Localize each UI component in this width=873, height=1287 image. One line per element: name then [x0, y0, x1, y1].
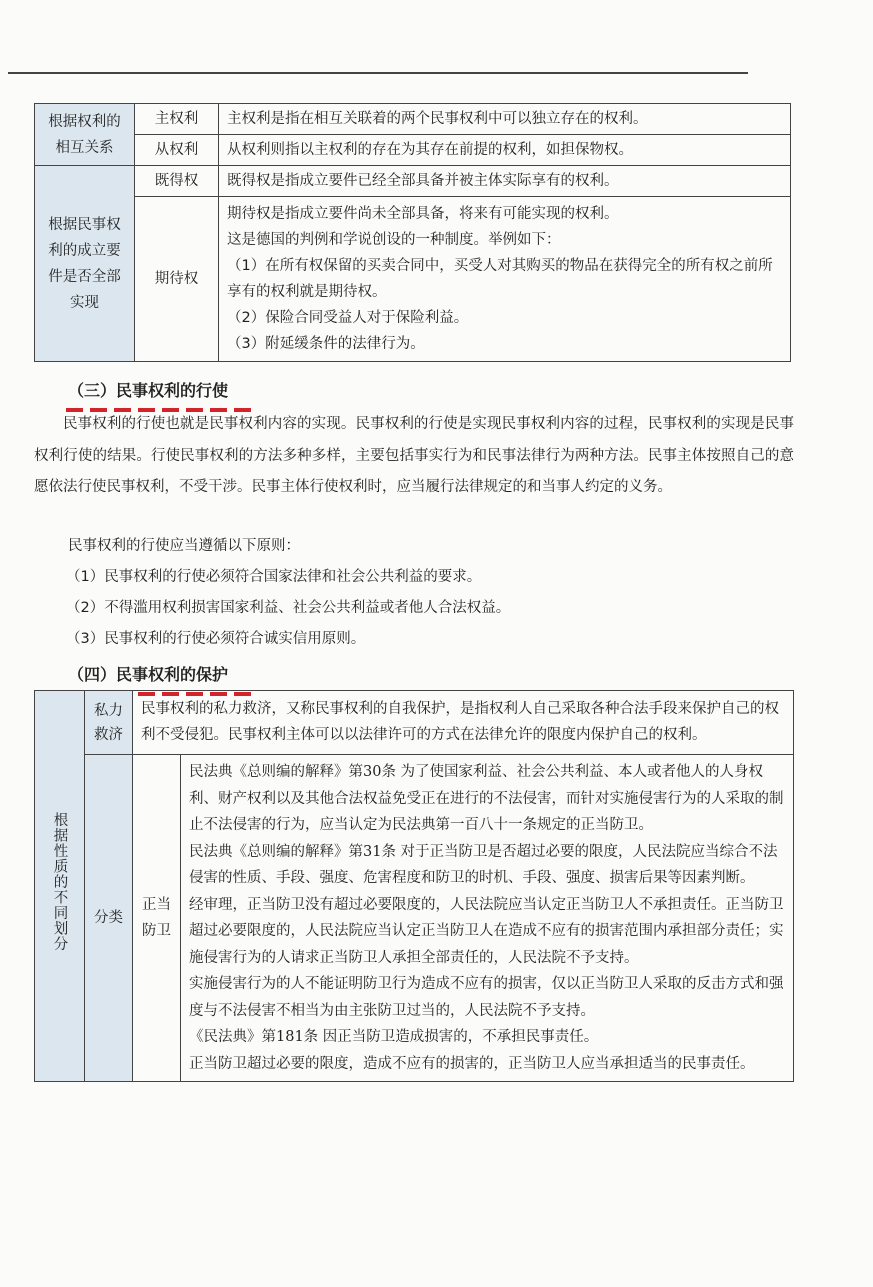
table-row	[35, 104, 791, 135]
definition-principal-right: 主权利是指在相互关联着的两个民事权利中可以独立存在的权利。	[219, 104, 791, 135]
group-label-formation: 根据民事权利的成立要件是否全部实现	[35, 166, 135, 362]
self-defense-paragraph: 实施侵害行为的人不能证明防卫行为造成不应有的损害，仅以正当防卫人采取的反击方式和强度与不法侵害不相当为由主张防卫过当的，人民法院不予支持。	[189, 976, 784, 1019]
expectant-line: （3）附延缓条件的法律行为。	[227, 336, 425, 352]
principles-intro: 民事权利的行使应当遵循以下原则：	[68, 538, 300, 554]
section4-heading-text: （四）民事权利的保护	[68, 665, 229, 684]
table-row	[35, 135, 791, 166]
term-accessory-right: 从权利	[135, 135, 219, 166]
expectant-line: 这是德国的判例和学说创设的一种制度。举例如下：	[227, 232, 561, 248]
section3-heading-text: （三）民事权利的行使	[68, 381, 229, 400]
principle-item: （3）民事权利的行使必须符合诚实信用原则。	[66, 631, 366, 647]
self-defense-paragraph: 经审理，正当防卫没有超过必要限度的，人民法院应当认定正当防卫人不承担责任。正当防卫超过必要限度的，人民法院应当认定正当防卫人在造成不应有的损害范围内承担部分责任；实施侵害行为的人请求正当防卫人承担全部责任的，人民法院不予支持。	[189, 896, 784, 966]
group-label-relationship: 根据权利的相互关系	[35, 104, 135, 166]
self-defense-paragraph: 民法典《总则编的解释》第31条 对于正当防卫是否超过必要的限度，人民法院应当综合不法侵害的性质、手段、强度、危害程度和防卫的时机、手段、强度、损害后果等因素判断。	[189, 843, 778, 886]
expectant-line: 期待权是指成立要件尚未全部具备，将来有可能实现的权利。	[227, 206, 619, 222]
definition-expectant-right	[219, 197, 791, 362]
rights-classification-table	[34, 103, 791, 362]
category-label: 分类	[85, 755, 133, 1082]
term-principal-right: 主权利	[135, 104, 219, 135]
self-help-label: 私力救济	[85, 691, 133, 755]
top-rule	[8, 72, 748, 74]
side-label: 根据性质的不同划分	[51, 811, 68, 952]
self-defense-paragraph: 正当防卫超过必要的限度，造成不应有的损害的，正当防卫人应当承担适当的民事责任。	[189, 1055, 755, 1072]
self-defense-label: 正当防卫	[133, 755, 181, 1082]
table-row	[35, 197, 791, 362]
self-help-text: 民事权利的私力救济，又称民事权利的自我保护，是指权利人自己采取各种合法手段来保护自己的权利不受侵犯。民事权利主体可以以法律许可的方式在法律允许的限度内保护自己的权利。	[133, 691, 794, 755]
table-row	[35, 755, 794, 1082]
table-row	[35, 691, 794, 755]
self-defense-paragraph: 《民法典》第181条 因正当防卫造成损害的，不承担民事责任。	[189, 1029, 599, 1045]
table-row	[35, 166, 791, 197]
principle-item: （1）民事权利的行使必须符合国家法律和社会公共利益的要求。	[66, 569, 482, 585]
side-label-cell	[35, 691, 85, 1082]
expectant-line: （1）在所有权保留的买卖合同中，买受人对其购买的物品在获得完全的所有权之前所享有的权利就是期待权。	[227, 258, 773, 300]
definition-vested-right: 既得权是指成立要件已经全部具备并被主体实际享有的权利。	[219, 166, 791, 197]
section3-paragraph: 民事权利的行使也就是民事权利内容的实现。民事权利的行使是实现民事权利内容的过程，民事权利的实现是民事权利行使的结果。行使民事权利的方法多种多样，主要包括事实行为和民事法律行为两种方法。民事主体按照自己的意愿依法行使民事权利，不受干涉。民事主体行使权利时，应当履行法律规定的和当事人约定的义务。	[34, 416, 794, 495]
term-expectant-right: 期待权	[135, 197, 219, 362]
self-defense-text	[181, 755, 794, 1082]
section4-heading	[66, 662, 228, 688]
term-vested-right: 既得权	[135, 166, 219, 197]
section3-heading	[66, 378, 228, 404]
definition-accessory-right: 从权利则指以主权利的存在为其存在前提的权利，如担保物权。	[219, 135, 791, 166]
expectant-line: （2）保险合同受益人对于保险利益。	[227, 310, 469, 326]
principle-item: （2）不得滥用权利损害国家利益、社会公共利益或者他人合法权益。	[66, 600, 511, 616]
rights-protection-table	[34, 690, 794, 1082]
self-defense-paragraph: 民法典《总则编的解释》第30条 为了使国家利益、社会公共利益、本人或者他人的人身权利、财产权利以及其他合法权益免受正在进行的不法侵害，而针对实施侵害行为的人采取的制止不法侵害的行为，应当认定为民法典第一百八十一条规定的正当防卫。	[189, 764, 784, 833]
